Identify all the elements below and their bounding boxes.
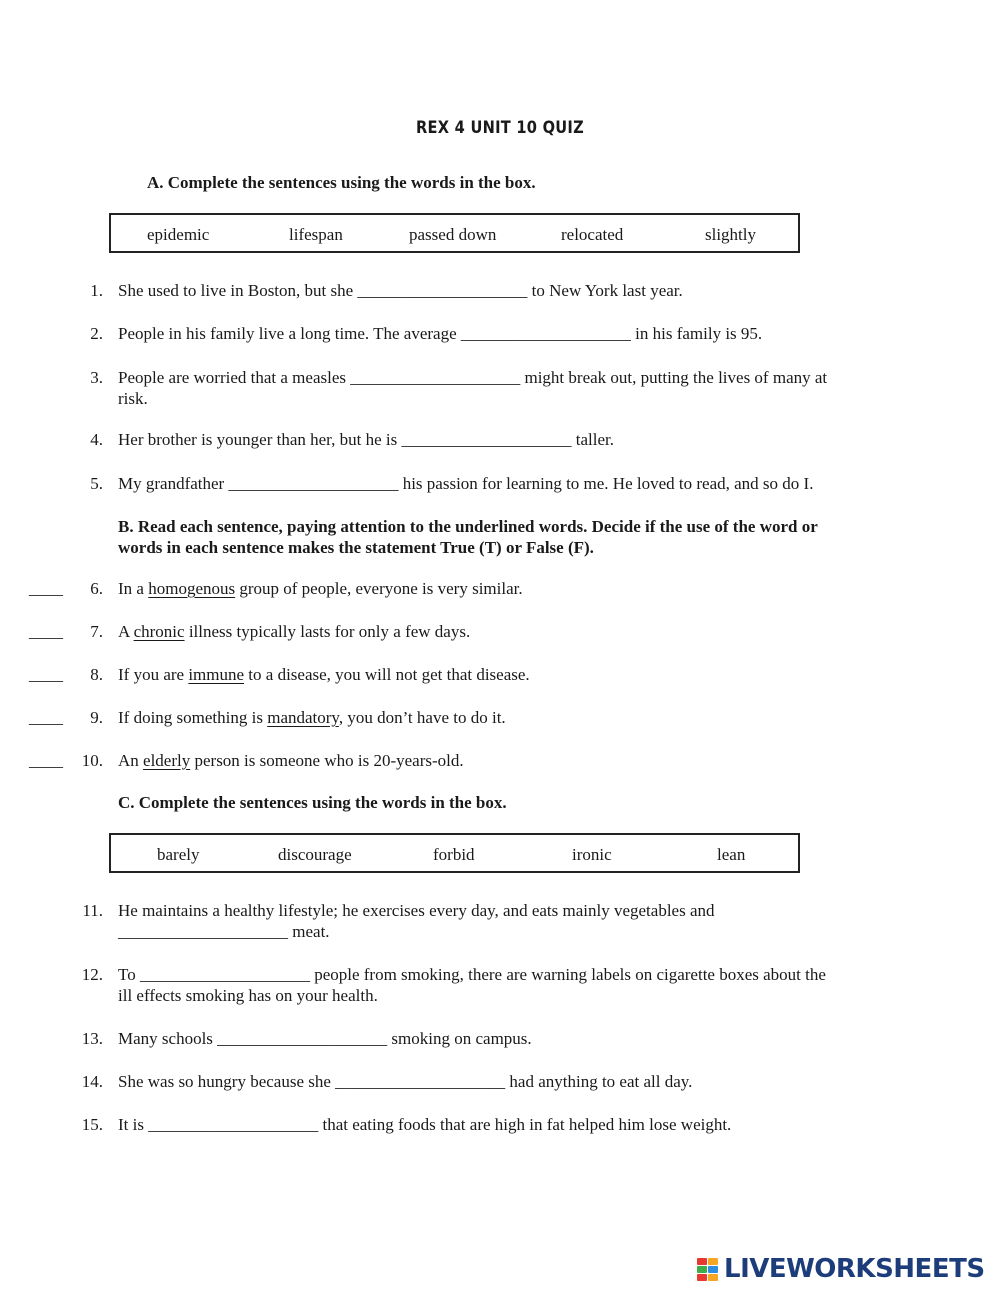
question-number: 7. <box>90 622 103 641</box>
question-number: 5. <box>90 474 103 493</box>
question-text-continued[interactable]: ____________________ meat. <box>118 922 330 941</box>
word-box-item: epidemic <box>147 225 210 244</box>
underlined-word: immune <box>188 665 245 684</box>
question-text[interactable]: It is ____________________ that eating foods that are high in fat helped him lose weight. <box>118 1115 732 1134</box>
section-a-heading: A. Complete the sentences using the words in the box. <box>147 173 536 192</box>
question-text[interactable]: People are worried that a measles ____________________ might break out, putting the lives of many at <box>118 368 828 387</box>
section-c-heading: C. Complete the sentences using the words in the box. <box>118 793 507 812</box>
underlined-word: mandatory <box>267 708 339 727</box>
logo-text: LIVEWORKSHEETS <box>724 1254 985 1284</box>
question-number: 13. <box>81 1029 103 1048</box>
question-number: 11. <box>82 901 103 920</box>
question-number: 1. <box>90 281 103 300</box>
question-text[interactable]: She was so hungry because she ____________________ had anything to eat all day. <box>118 1072 693 1091</box>
question-text-continued: ill effects smoking has on your health. <box>118 986 378 1005</box>
word-box-item: passed down <box>409 225 497 244</box>
answer-blank[interactable]: ____ <box>29 708 63 727</box>
word-box-item: slightly <box>705 225 757 244</box>
section-b-heading: B. Read each sentence, paying attention to the underlined words. Decide if the use of the word or <box>118 517 818 536</box>
liveworksheets-logo <box>697 1252 997 1286</box>
answer-blank[interactable]: ____ <box>29 665 63 684</box>
section-b-heading-continued: words in each sentence makes the statement True (T) or False (F). <box>118 538 594 557</box>
word-box-item: forbid <box>433 845 475 864</box>
word-box-item: discourage <box>278 845 352 864</box>
question-number: 14. <box>81 1072 103 1091</box>
question-text: He maintains a healthy lifestyle; he exercises every day, and eats mainly vegetables and <box>118 901 715 920</box>
question-text[interactable]: Her brother is younger than her, but he is ____________________ taller. <box>118 430 615 449</box>
underlined-word: chronic <box>133 622 185 641</box>
question-text: If doing something is mandatory, you don’t have to do it. <box>118 708 506 727</box>
word-box-item: lifespan <box>289 225 343 244</box>
word-box-item: barely <box>157 845 200 864</box>
question-number: 9. <box>90 708 103 727</box>
question-number: 2. <box>90 324 103 343</box>
word-box-c <box>109 833 800 873</box>
word-box-a <box>109 213 800 253</box>
worksheet-title: REX 4 UNIT 10 QUIZ <box>416 118 584 138</box>
question-text-continued: risk. <box>118 389 148 408</box>
question-text: If you are immune to a disease, you will not get that disease. <box>118 665 530 684</box>
question-text: A chronic illness typically lasts for only a few days. <box>118 622 471 641</box>
question-number: 12. <box>81 965 103 984</box>
word-box-item: relocated <box>561 225 624 244</box>
question-number: 8. <box>90 665 103 684</box>
question-number: 10. <box>81 751 103 770</box>
question-number: 3. <box>90 368 103 387</box>
question-text[interactable]: Many schools ____________________ smoking on campus. <box>118 1029 532 1048</box>
question-text[interactable]: People in his family live a long time. The average ____________________ in his family is 95. <box>118 324 763 343</box>
underlined-word: elderly <box>143 751 191 770</box>
question-text[interactable]: To ____________________ people from smoking, there are warning labels on cigarette boxes about the <box>118 965 826 984</box>
answer-blank[interactable]: ____ <box>29 579 63 598</box>
question-text: In a homogenous group of people, everyone is very similar. <box>118 579 523 598</box>
word-box-item: lean <box>717 845 746 864</box>
question-text[interactable]: My grandfather ____________________ his passion for learning to me. He loved to read, and so do I. <box>118 474 814 493</box>
underlined-word: homogenous <box>148 579 236 598</box>
word-box-item: ironic <box>572 845 612 864</box>
question-number: 4. <box>90 430 103 449</box>
question-text: An elderly person is someone who is 20-years-old. <box>118 751 464 770</box>
question-number: 15. <box>81 1115 103 1134</box>
question-text[interactable]: She used to live in Boston, but she ____________________ to New York last year. <box>118 281 683 300</box>
logo-blocks-icon <box>697 1258 719 1282</box>
answer-blank[interactable]: ____ <box>29 622 63 641</box>
question-number: 6. <box>90 579 103 598</box>
answer-blank[interactable]: ____ <box>29 751 63 770</box>
